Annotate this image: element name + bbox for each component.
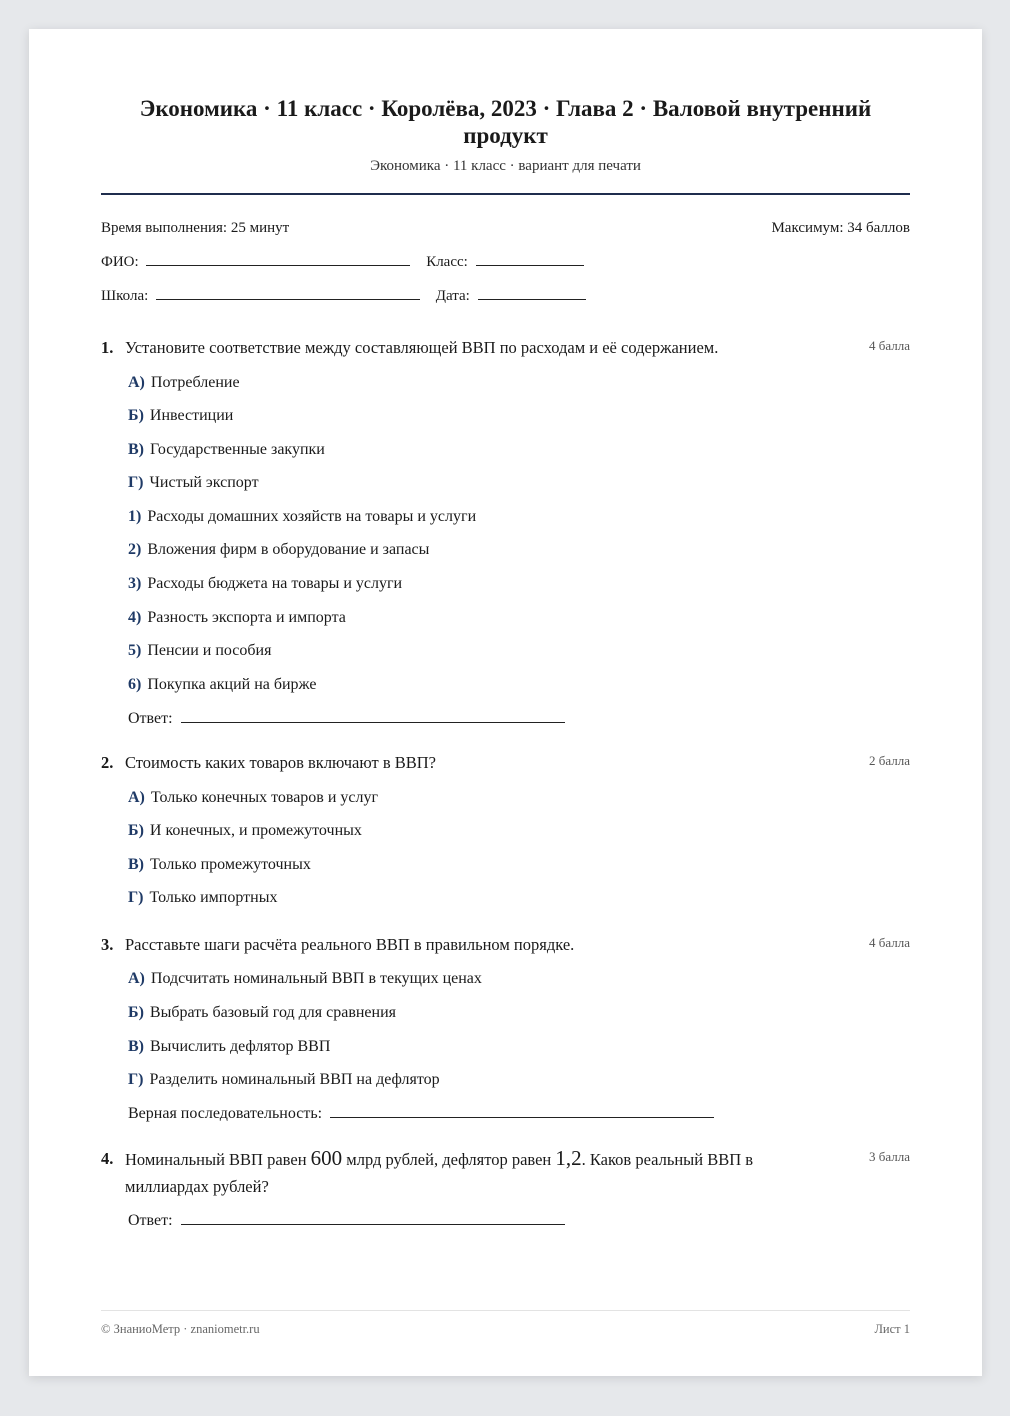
option-3-a: А) Подсчитать номинальный ВВП в текущих ценах [128,970,482,987]
answer-1 [128,710,565,728]
option-1-5: 5) Пенсии и пособия [128,642,272,659]
question-points: 4 балла [869,338,910,353]
question-text: Установите соответствие между составляющей ВВП по расходам и её содержанием. [125,338,719,357]
option-1-v: В) Государственные закупки [128,441,325,458]
answer-label: Ответ: [128,710,173,727]
page-subtitle: Экономика · 11 класс · вариант для печати [370,158,641,174]
value-deflator: 1,2 [555,1146,582,1170]
footer-copyright: © ЗнаниоМетр · znaniometr.ru [101,1322,260,1336]
fio-class-row [101,253,584,271]
question-text: Номинальный ВВП равен 600 млрд рублей, дефлятор равен 1,2. Каков реальный ВВП в миллиардах рублей? [125,1146,754,1196]
option-1-1: 1) Расходы домашних хозяйств на товары и услуги [128,508,477,525]
question-2 [101,749,910,776]
option-3-v: В) Вычислить дефлятор ВВП [128,1038,331,1055]
question-4 [101,1145,910,1200]
question-number: 2. [101,753,114,772]
answer-4-line[interactable] [181,1212,565,1225]
question-points: 4 балла [869,935,910,950]
option-2-g: Г) Только импортных [128,889,278,906]
value-nominal-gdp: 600 [310,1146,343,1170]
school-line[interactable] [156,287,420,300]
option-3-b: Б) Выбрать базовый год для сравнения [128,1004,397,1021]
footer-divider [101,1310,910,1311]
option-1-3: 3) Расходы бюджета на товары и услуги [128,575,403,592]
answer-label: Ответ: [128,1212,173,1229]
school-date-row [101,287,586,305]
max-score: Максимум: 34 баллов [771,220,910,236]
question-points: 2 балла [869,753,910,768]
class-line[interactable] [476,253,584,266]
question-text: Стоимость каких товаров включают в ВВП? [125,753,436,772]
worksheet-page [29,29,982,1376]
question-text: Расставьте шаги расчёта реального ВВП в правильном порядке. [125,935,575,954]
option-3-g: Г) Разделить номинальный ВВП на дефлятор [128,1071,440,1088]
footer-page-number: Лист 1 [874,1322,910,1336]
question-number: 1. [101,338,114,357]
question-1 [101,334,910,361]
option-2-v: В) Только промежуточных [128,856,311,873]
option-1-g: Г) Чистый экспорт [128,474,259,491]
option-1-b: Б) Инвестиции [128,407,234,424]
school-label: Школа: [101,288,149,304]
option-1-6: 6) Покупка акций на бирже [128,676,317,693]
meta-row [101,220,910,237]
option-2-b: Б) И конечных, и промежуточных [128,822,362,839]
fio-label: ФИО: [101,254,139,270]
option-1-a: А) Потребление [128,374,240,391]
question-3 [101,931,910,958]
option-1-2: 2) Вложения фирм в оборудование и запасы [128,541,430,558]
question-points: 3 балла [869,1149,910,1164]
date-line[interactable] [478,287,586,300]
date-label: Дата: [435,288,470,304]
header-divider [101,193,910,195]
answer-4 [128,1212,565,1230]
answer-label: Верная последовательность: [128,1105,323,1122]
class-label: Класс: [426,254,468,270]
question-number: 4. [101,1149,114,1168]
fio-line[interactable] [146,253,410,266]
answer-1-line[interactable] [181,710,565,723]
answer-3 [128,1105,714,1123]
answer-3-line[interactable] [330,1105,714,1118]
option-2-a: А) Только конечных товаров и услуг [128,789,379,806]
question-number: 3. [101,935,114,954]
time-limit: Время выполнения: 25 минут [101,220,290,236]
page-title: Экономика · 11 класс · Королёва, 2023 · Глава 2 · Валовой внутренний продукт [139,96,872,148]
option-1-4: 4) Разность экспорта и импорта [128,609,346,626]
